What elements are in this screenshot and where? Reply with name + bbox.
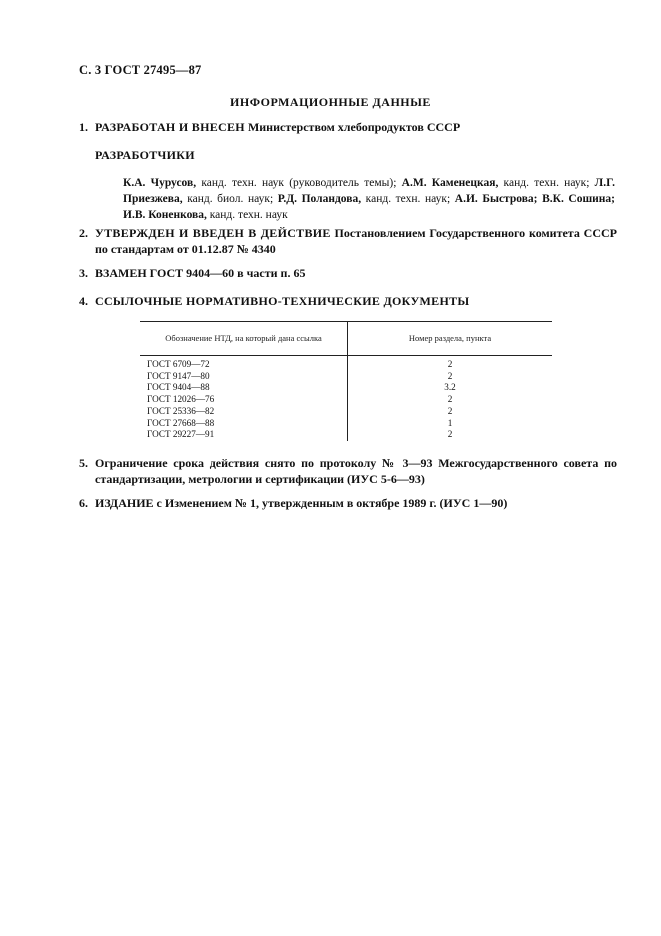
table-cell-document: ГОСТ 9404—88 — [140, 382, 348, 394]
item-number: 5. — [79, 456, 88, 470]
references-table — [140, 321, 552, 441]
item-developed — [79, 120, 617, 136]
table-cell-section: 1 — [447, 417, 453, 428]
developer-role: канд. техн. наук; — [361, 193, 455, 205]
developer-name: Р.Д. Поландова, — [277, 193, 362, 205]
item-validity — [79, 456, 617, 487]
developer-role: канд. техн. наук (руководитель темы); — [196, 177, 402, 189]
document-title: ИНФОРМАЦИОННЫЕ ДАННЫЕ — [230, 95, 431, 109]
table-row — [140, 429, 552, 441]
table-cell-document: ГОСТ 6709—72 — [140, 356, 348, 371]
item-number: 3. — [79, 266, 88, 280]
developers-heading: РАЗРАБОТЧИКИ — [95, 148, 195, 162]
table-cell-document: ГОСТ 9147—80 — [140, 371, 348, 383]
item-lead: УТВЕРЖДЕН И ВВЕДЕН В ДЕЙСТВИЕ — [95, 226, 331, 240]
item-number: 1. — [79, 120, 88, 134]
item-edition — [79, 496, 617, 512]
developer-name: А.И. Быстрова; — [454, 193, 538, 205]
item-approved — [79, 226, 617, 257]
table-cell-section: 2 — [447, 394, 453, 405]
developer-role: канд. техн. наук — [206, 209, 288, 221]
developer-name: В.К. Сошина; — [542, 193, 615, 205]
developer-name: К.А. Чурусов, — [123, 177, 197, 189]
page-header: С. 3 ГОСТ 27495—87 — [79, 63, 202, 77]
item-text: ИЗДАНИЕ с Изменением № 1, утвержденным в октябре 1989 г. (ИУС 1—90) — [95, 496, 508, 510]
table-cell-section: 2 — [447, 359, 453, 369]
table-row — [140, 394, 552, 406]
table-cell-section: 2 — [447, 370, 453, 381]
developer-name: Л.Г. Приезжева, — [123, 177, 615, 205]
developer-role: канд. биол. наук; — [182, 193, 278, 205]
item-references — [79, 294, 617, 310]
column-header-section: Номер раздела, пункта — [408, 333, 492, 343]
item-text: Постановлением Государственного комитета СССР по стандартам от 01.12.87 № 4340 — [95, 226, 617, 256]
table-cell-document: ГОСТ 12026—76 — [140, 394, 348, 406]
developer-name: И.В. Коненкова, — [123, 209, 207, 221]
table-row — [140, 382, 552, 394]
item-replaces — [79, 266, 617, 282]
table-cell-section: 2 — [447, 429, 453, 440]
table-cell-section: 2 — [447, 405, 453, 416]
item-text: Ограничение срока действия снято по протоколу № 3—93 Межгосударственного совета по стандартизации, метрологии и сертификации (ИУС 5-6—93) — [95, 456, 617, 486]
table-row — [140, 418, 552, 430]
table-row — [140, 406, 552, 418]
table-row — [140, 371, 552, 383]
developer-name: А.М. Каменецкая, — [401, 177, 499, 189]
table-cell-document: ГОСТ 27668—88 — [140, 418, 348, 430]
column-header-document: Обозначение НТД, на который дана ссылка — [140, 322, 348, 356]
developers-list — [123, 175, 615, 223]
developer-role: канд. техн. наук; — [498, 177, 595, 189]
table-row — [140, 356, 552, 371]
item-number: 4. — [79, 294, 88, 308]
item-text: Министерством хлебопродуктов СССР — [244, 120, 461, 134]
item-lead: ВЗАМЕН ГОСТ 9404—60 в части п. 65 — [95, 266, 306, 280]
item-lead: ССЫЛОЧНЫЕ НОРМАТИВНО-ТЕХНИЧЕСКИЕ ДОКУМЕНТЫ — [95, 294, 470, 308]
table-cell-section: 3.2 — [444, 382, 456, 393]
item-lead: РАЗРАБОТАН И ВНЕСЕН — [95, 120, 245, 134]
item-number: 2. — [79, 226, 88, 240]
table-cell-document: ГОСТ 25336—82 — [140, 406, 348, 418]
table-cell-document: ГОСТ 29227—91 — [140, 429, 348, 441]
item-number: 6. — [79, 496, 88, 510]
table-header-row — [140, 322, 552, 356]
